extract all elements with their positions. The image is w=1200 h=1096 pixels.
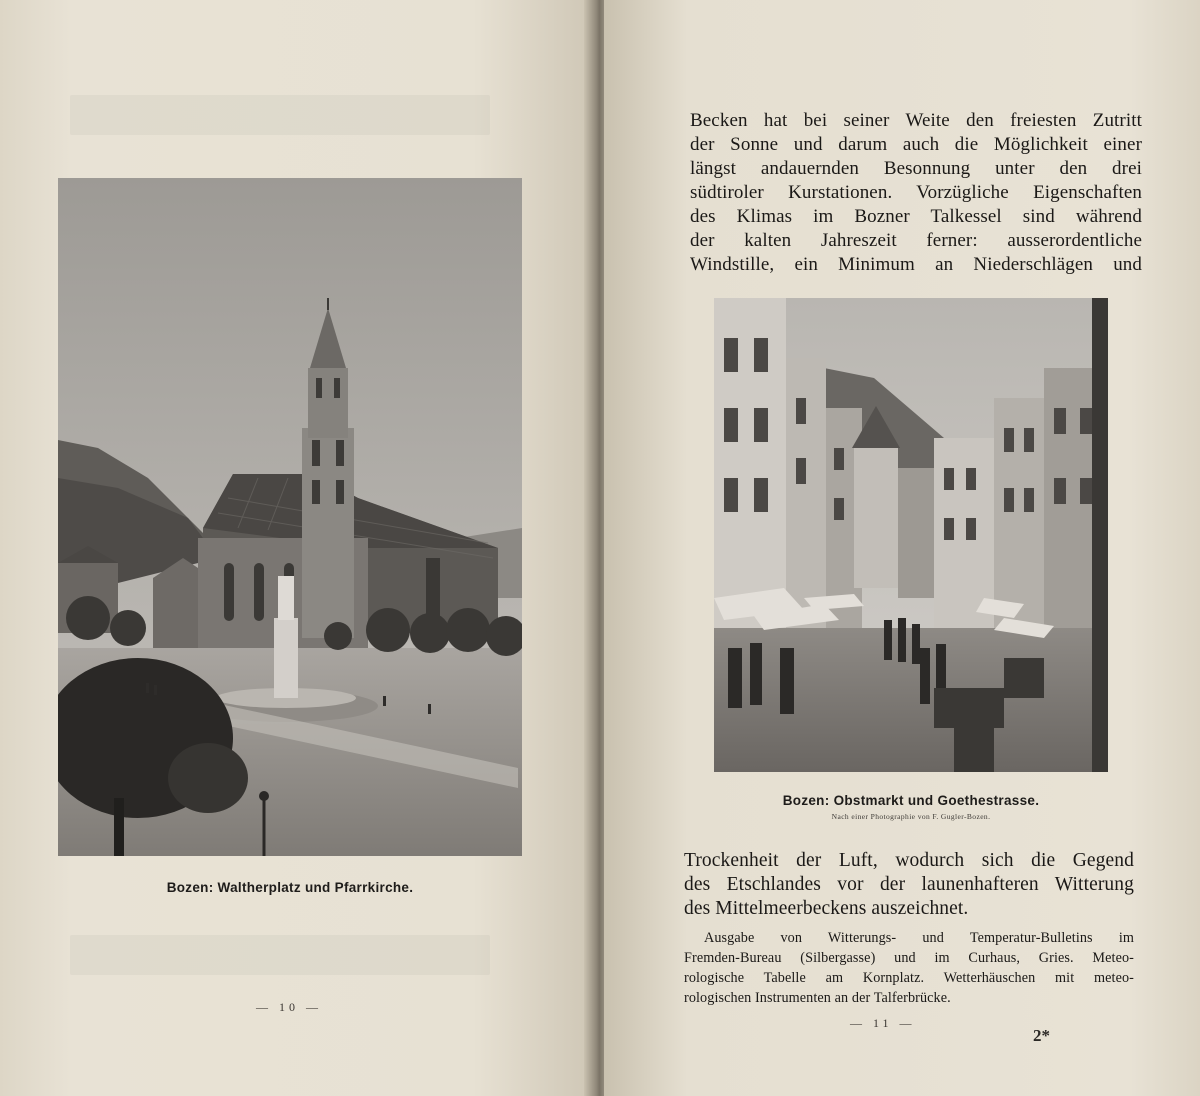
left-photo-caption: Bozen: Waltherplatz und Pfarrkirche. [166,880,414,895]
right-photo-caption: Bozen: Obstmarkt und Goethestrasse. [782,793,1040,808]
right-small-note [684,928,1134,1008]
signature-mark: 2* [1033,1026,1050,1045]
text-line: Fremden-Bureau (Silbergasse) und im Curhaus, Gries. Meteo- [684,950,1134,966]
text-line: Becken hat bei seiner Weite den freiesten Zutritt [690,110,1142,131]
text-line: Trockenheit der Luft, wodurch sich die Gegend [684,850,1134,871]
text-line: Windstille, ein Minimum an Niederschlägen und [690,254,1142,275]
right-page-number: — 11 — [850,1016,916,1030]
right-top-paragraph [690,109,1142,277]
right-middle-paragraph [684,849,1134,921]
photo-credit: Nach einer Photographie von F. Gugler-Bozen. [831,812,991,821]
text-line: des Klimas im Bozner Talkessel sind während [690,206,1142,227]
text-line: des Etschlandes vor der launenhafteren Witterung [684,874,1134,895]
church-square-photo [58,178,522,856]
market-street-photo [714,298,1108,772]
text-line: der kalten Jahreszeit ferner: ausserordentliche [690,230,1142,251]
text-line: des Mittelmeerbeckens auszeichnet. [684,898,969,919]
text-line: rologischen Instrumenten an der Talferbrücke. [684,990,951,1006]
text-line: längst andauernden Besonnung unter den drei [690,158,1142,179]
text-line: Ausgabe von Witterungs- und Temperatur-Bulletins im [704,930,1134,946]
text-line: südtiroler Kurstationen. Vorzügliche Eigenschaften [690,182,1142,203]
text-line: rologische Tabelle am Kornplatz. Wetterhäuschen mit meteo- [684,970,1134,986]
text-line: der Sonne und darum auch die Möglichkeit einer [690,134,1142,155]
left-page-number: — 10 — [256,1000,322,1014]
